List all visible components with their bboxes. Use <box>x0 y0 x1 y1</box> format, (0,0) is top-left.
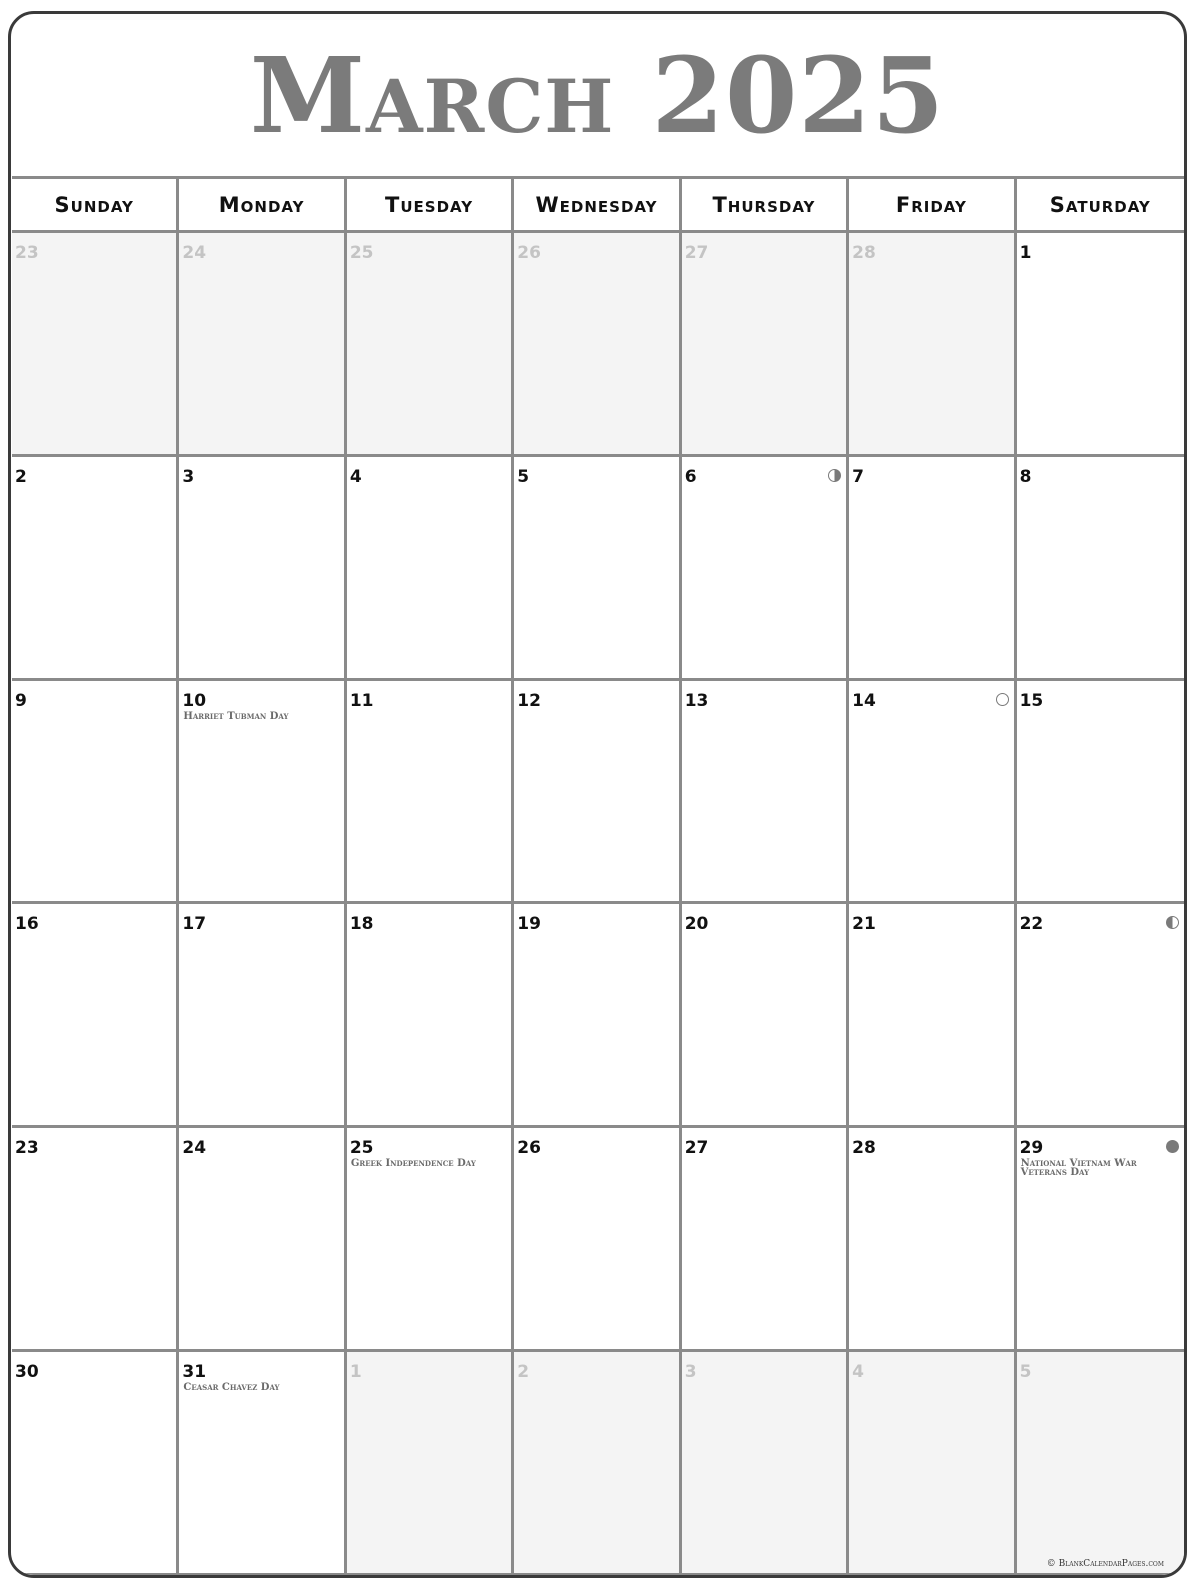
holiday-label: Greek Independence Day <box>350 1158 476 1170</box>
day-cell <box>179 904 346 1128</box>
day-number: 19 <box>517 914 541 935</box>
day-number: 24 <box>182 243 207 263</box>
day-number: 25 <box>349 1138 374 1159</box>
day-cell-adjacent-month <box>1017 1352 1184 1576</box>
day-cell <box>12 1128 179 1352</box>
day-cell-adjacent-month <box>682 1352 849 1576</box>
day-number: 2 <box>15 466 27 487</box>
day-cell <box>682 1128 849 1352</box>
day-number: 11 <box>349 690 374 711</box>
weekday-header-thursday: Thursday <box>682 179 849 233</box>
day-number: 4 <box>852 1362 864 1383</box>
day-cell <box>849 1128 1016 1352</box>
day-number: 23 <box>15 1138 39 1159</box>
day-cell <box>347 1128 514 1352</box>
day-cell <box>682 681 849 905</box>
day-cell <box>179 1128 346 1352</box>
day-cell <box>514 681 681 905</box>
day-number: 25 <box>349 243 374 263</box>
calendar-page <box>8 11 1187 1578</box>
day-number: 14 <box>852 690 876 711</box>
day-cell-adjacent-month <box>514 233 681 457</box>
day-number: 26 <box>517 243 541 263</box>
day-cell <box>1017 681 1184 905</box>
day-cell <box>347 457 514 681</box>
day-cell <box>514 457 681 681</box>
day-number: 3 <box>182 466 195 487</box>
weekday-header-monday: Monday <box>179 179 346 233</box>
new-moon-icon <box>1166 1140 1179 1153</box>
day-number: 2 <box>517 1362 530 1383</box>
day-cell-adjacent-month <box>179 233 346 457</box>
day-cell <box>514 1128 681 1352</box>
day-cell <box>682 457 849 681</box>
weekday-header-sunday: Sunday <box>12 179 179 233</box>
day-number: 15 <box>1019 690 1044 711</box>
calendar-title: March 2025 <box>249 33 946 157</box>
holiday-label: National Vietnam War Veterans Day <box>1020 1158 1137 1179</box>
day-cell <box>1017 457 1184 681</box>
day-cell <box>12 457 179 681</box>
day-number: 16 <box>15 914 39 935</box>
day-cell <box>682 904 849 1128</box>
day-number: 27 <box>684 243 709 263</box>
holiday-label: Ceasar Chavez Day <box>183 1382 280 1394</box>
day-cell <box>849 681 1016 905</box>
day-cell-adjacent-month <box>849 233 1016 457</box>
weekday-header-tuesday: Tuesday <box>347 179 514 233</box>
day-number: 1 <box>1019 243 1032 263</box>
day-cell <box>1017 1128 1184 1352</box>
day-cell <box>179 457 346 681</box>
day-cell-adjacent-month <box>12 233 179 457</box>
day-number: 4 <box>349 466 362 487</box>
full-moon-icon <box>996 693 1009 706</box>
day-number: 28 <box>852 1138 876 1159</box>
day-number: 1 <box>349 1362 362 1383</box>
day-number: 5 <box>1019 1362 1032 1383</box>
day-cell-adjacent-month <box>682 233 849 457</box>
day-cell-adjacent-month <box>849 1352 1016 1576</box>
day-number: 9 <box>15 690 27 711</box>
weekday-header-saturday: Saturday <box>1017 179 1184 233</box>
day-number: 13 <box>684 690 709 711</box>
day-number: 3 <box>684 1362 697 1383</box>
day-number: 28 <box>852 243 876 263</box>
day-number: 20 <box>684 914 709 935</box>
day-cell <box>1017 904 1184 1128</box>
day-cell <box>347 681 514 905</box>
day-number: 10 <box>182 690 207 711</box>
day-cell <box>12 904 179 1128</box>
day-cell <box>347 904 514 1128</box>
day-cell <box>179 681 346 905</box>
copyright-credit: © BlankCalendarPages.com <box>1046 1559 1164 1569</box>
day-number: 27 <box>684 1138 709 1159</box>
day-number: 24 <box>182 1138 207 1159</box>
day-number: 12 <box>517 690 541 711</box>
day-cell-adjacent-month <box>347 233 514 457</box>
day-cell <box>849 904 1016 1128</box>
day-cell <box>12 681 179 905</box>
day-number: 5 <box>517 466 530 487</box>
day-cell <box>179 1352 346 1576</box>
weekday-header-wednesday: Wednesday <box>514 179 681 233</box>
day-number: 23 <box>15 243 39 263</box>
day-number: 7 <box>852 466 864 487</box>
day-number: 8 <box>1019 466 1032 487</box>
day-cell <box>12 1352 179 1576</box>
day-number: 6 <box>684 466 697 487</box>
day-cell-adjacent-month <box>514 1352 681 1576</box>
weekday-header-friday: Friday <box>849 179 1016 233</box>
day-cell <box>1017 233 1184 457</box>
day-cell-adjacent-month <box>347 1352 514 1576</box>
last-quarter-icon <box>1166 916 1179 929</box>
calendar-grid <box>12 176 1184 1576</box>
day-number: 22 <box>1019 914 1044 935</box>
day-number: 29 <box>1019 1138 1044 1159</box>
day-number: 30 <box>15 1362 39 1383</box>
day-number: 31 <box>182 1362 207 1383</box>
day-number: 26 <box>517 1138 541 1159</box>
day-number: 18 <box>349 914 374 935</box>
first-quarter-icon <box>828 469 841 482</box>
day-number: 21 <box>852 914 876 935</box>
holiday-label: Harriet Tubman Day <box>183 710 289 722</box>
day-cell <box>514 904 681 1128</box>
day-number: 17 <box>182 914 207 935</box>
day-cell <box>849 457 1016 681</box>
